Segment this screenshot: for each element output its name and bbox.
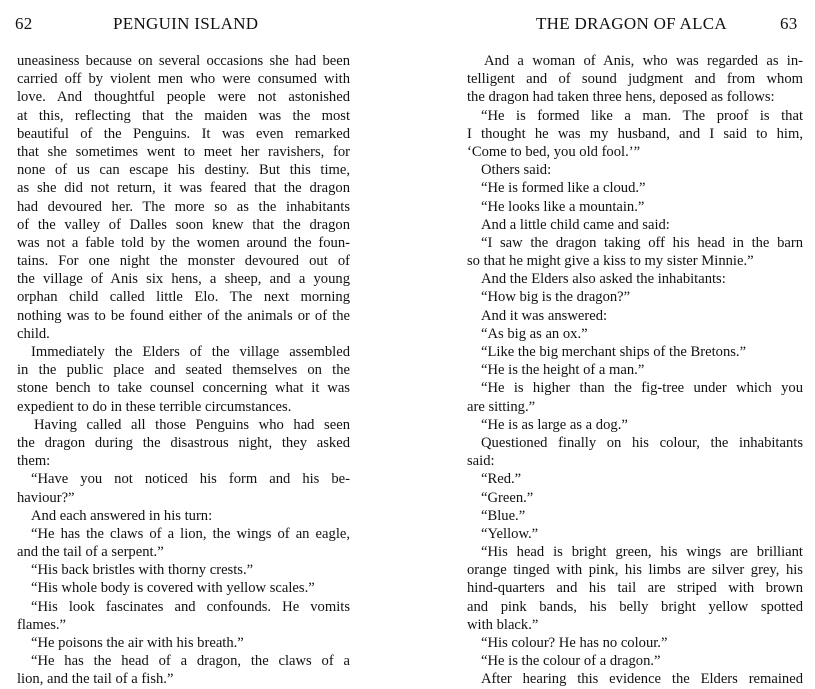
right-page-text-line: “Red.” <box>481 471 522 488</box>
right-page-text-line: “Green.” <box>481 489 534 506</box>
right-page-text-line: with black.” <box>467 616 539 633</box>
left-page-text-line: at this, reflecting that the maiden was the most <box>17 107 350 124</box>
right-page-text-line: “He is formed like a man. The proof is that <box>481 107 803 124</box>
right-page-text-line: “His colour? He has no colour.” <box>481 635 668 651</box>
left-page-text-line: of the valley of Dalles soon knew that the dragon <box>17 216 350 233</box>
right-page-text-line: And the Elders also asked the inhabitants: <box>481 271 726 288</box>
left-page-text-line: uneasiness because on several occasions she had been <box>17 53 350 69</box>
right-page-text-line: Others said: <box>481 162 552 179</box>
left-page <box>0 0 408 688</box>
right-page-text-line: “He is the height of a man.” <box>481 362 645 379</box>
left-page-text-line: And each answered in his turn: <box>31 507 213 524</box>
right-page-text-line: telligent and of sound judgment and from whom <box>467 71 803 88</box>
right-page-number: 63 <box>780 14 798 33</box>
right-page-text-line: ‘Come to bed, you old fool.’” <box>467 143 641 160</box>
left-page-text-line: love. And thoughtful people were not astonished <box>17 89 350 106</box>
left-page-body <box>17 52 350 689</box>
right-page-text-line: “He is formed like a cloud.” <box>481 180 646 197</box>
left-page-text-line: the dragon during the disastrous night, they asked <box>17 434 350 451</box>
left-page-text-line: haviour?” <box>17 489 75 506</box>
left-running-title: PENGUIN ISLAND <box>113 14 259 33</box>
right-page-text-line: “His head is bright green, his wings are brilliant <box>481 544 803 561</box>
left-page-text-line: carried off by violent men who were consumed with <box>17 71 350 88</box>
left-page-text-line: “He poisons the air with his breath.” <box>31 635 244 651</box>
left-page-text-line: nothing was to be found either of the animals or of the <box>17 307 350 324</box>
right-page-text-line: are sitting.” <box>467 398 536 415</box>
left-page-text-line: child. <box>17 325 50 342</box>
right-page-text-line: Questioned finally on his colour, the inhabitants <box>481 434 803 451</box>
left-page-text-line: “His look fascinates and confounds. He vomits <box>31 598 350 615</box>
right-page-text-line: After hearing this evidence the Elders remained <box>481 671 803 688</box>
right-page-text-line: And it was answered: <box>481 307 608 324</box>
left-page-text-line: flames.” <box>17 616 67 633</box>
right-running-title: THE DRAGON OF ALCA <box>536 14 727 33</box>
right-page-text-line: And a little child came and said: <box>481 216 670 233</box>
left-page-text-line: “His whole body is covered with yellow scales.” <box>31 580 315 597</box>
left-page-text-line: the village of Anis six hens, a sheep, and a young <box>17 271 350 288</box>
right-page-text-line: “I saw the dragon taking off his head in the barn <box>481 234 803 251</box>
right-page-text-line: “As big as an ox.” <box>481 325 588 342</box>
left-page-text-line: “He has the head of a dragon, the claws of a <box>31 653 350 670</box>
left-page-text-line: lion, and the tail of a fish.” <box>17 671 174 688</box>
right-page-text-line: orange tinged with pink, his limbs are silver grey, his <box>467 562 803 579</box>
right-page-text-line: and pink bands, his belly bright yellow spotted <box>467 598 803 615</box>
left-page-text-line: “He has the claws of a lion, the wings of an eagle, <box>31 525 350 542</box>
right-page-text-line: I thought he was my husband, and I said to him, <box>467 125 803 142</box>
left-page-text-line: had devoured her. The more so as the inhabitants <box>17 198 350 215</box>
left-page-text-line: “Have you not noticed his form and his be- <box>31 471 350 488</box>
left-page-text-line: “His back bristles with thorny crests.” <box>31 562 254 579</box>
right-page-text-line: said: <box>467 453 495 470</box>
right-page-text-line: And a woman of Anis, who was regarded as in- <box>484 53 803 69</box>
right-page-text-line: “He is higher than the fig-tree under which you <box>481 380 803 397</box>
left-page-text-line: stone bench to take counsel concerning what it was <box>17 380 350 397</box>
left-page-text-line: in the public place and seated themselves on the <box>17 362 350 379</box>
right-page <box>408 0 815 688</box>
left-page-text-line: expedient to do in these terrible circumstances. <box>17 398 292 415</box>
left-page-text-line: that she sometimes went to meet her ravishers, for <box>17 143 350 160</box>
right-page-text-line: the dragon had taken three hens, deposed as follows: <box>467 89 775 106</box>
right-page-text-line: “Like the big merchant ships of the Bretons.” <box>481 344 747 360</box>
left-page-text-line: was not a fable told by the women around the foun- <box>17 234 350 251</box>
right-page-text-line: “He looks like a mountain.” <box>481 198 645 215</box>
right-page-text-line: “How big is the dragon?” <box>481 289 631 306</box>
left-page-number: 62 <box>15 14 33 33</box>
left-page-text-line: them: <box>17 453 51 470</box>
left-page-text-line: Immediately the Elders of the village assembled <box>31 344 350 360</box>
right-page-text-line: “Yellow.” <box>481 525 539 542</box>
left-page-text-line: orphan child called little Elo. The next morning <box>17 289 350 306</box>
left-page-text-line: beautiful of the Penguins. It was even remarked <box>17 125 350 142</box>
left-page-text-line: none of us can escape his destiny. But this time, <box>17 162 350 179</box>
right-page-text-line: hind-quarters and his tail are striped with brown <box>467 580 803 597</box>
right-page-text-line: “He is the colour of a dragon.” <box>481 653 661 670</box>
left-page-text-line: tains. For one night the monster devoured out of <box>17 253 350 270</box>
right-page-text-line: “He is as large as a dog.” <box>481 416 628 433</box>
right-page-body <box>467 52 803 689</box>
right-page-text-line: so that he might give a kiss to my sister Minnie.” <box>467 253 754 270</box>
left-page-text-line: and the tail of a serpent.” <box>17 544 164 561</box>
left-page-text-line: Having called all those Penguins who had seen <box>34 416 350 433</box>
left-page-text-line: as she did not return, it was feared that the dragon <box>17 180 350 197</box>
right-page-text-line: “Blue.” <box>481 507 526 524</box>
